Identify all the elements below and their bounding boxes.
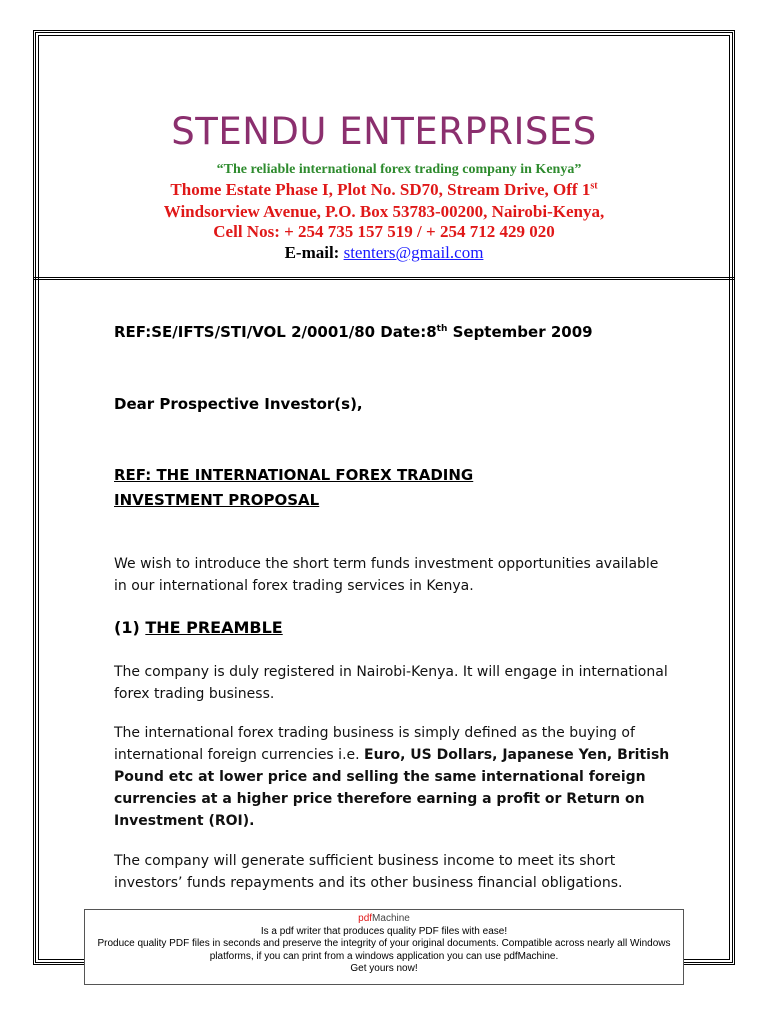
intro-paragraph: We wish to introduce the short term funds investment opportunities available in our international forex trading services in Kenya.	[114, 556, 659, 594]
subject-heading	[114, 463, 674, 513]
reference-date-sup: th	[436, 324, 448, 334]
reference-text: REF:SE/IFTS/STI/VOL 2/0001/80 Date:8	[114, 323, 437, 341]
pdfmachine-line-1: Is a pdf writer that produces quality PDF files with ease!	[260, 925, 508, 937]
address-line-2: Windsorview Avenue, P.O. Box 53783-00200, Nairobi-Kenya,	[163, 202, 605, 221]
header-divider	[33, 277, 735, 280]
cell-label: Cell Nos	[213, 222, 275, 241]
paragraph-forex-definition-end: .	[249, 813, 255, 829]
pdfmachine-line-3: Get yours now!	[350, 963, 418, 974]
paragraph-company-registration: The company is duly registered in Nairobi-Kenya. It will engage in international forex trading business.	[114, 664, 668, 702]
pdfmachine-brand	[85, 913, 683, 926]
cell-values: : + 254 735 157 519 / + 254 712 429 020	[274, 222, 555, 241]
subject-line-1: REF: THE INTERNATIONAL FOREX TRADING	[114, 466, 474, 484]
paragraph-forex-definition-start: The international forex trading business is simply defined as the buying of international foreign currencies i.e.	[114, 725, 635, 763]
subject-line-2: INVESTMENT PROPOSAL	[114, 491, 320, 509]
section-number: (1)	[114, 618, 146, 637]
salutation: Dear Prospective Investor(s),	[114, 395, 363, 413]
paragraph-forex-definition-bold: Euro, US Dollars, Japanese Yen, British Pound etc at lower price and selling the same international foreign currencies at a higher price therefore earning a profit or Return on Investment (ROI)	[114, 747, 670, 829]
reference-line	[114, 323, 593, 341]
paragraph-business-income: The company will generate sufficient business income to meet its short investors’ funds repayments and its other business financial obligations.	[114, 853, 623, 891]
company-name: STENDU ENTERPRISES	[171, 110, 597, 153]
company-tagline: “The reliable international forex trading company in Kenya”	[216, 162, 582, 177]
address-line-1-text: Thome Estate Phase I, Plot No. SD70, Stream Drive, Off 1	[170, 180, 591, 199]
pdfmachine-line-2: Produce quality PDF files in seconds and preserve the integrity of your original documents. Compatible across nearly all Windows platforms, if you can print from a windows application you can use pdfMachine.	[97, 938, 671, 962]
address-line-1	[0, 180, 768, 200]
pdfmachine-banner	[84, 909, 684, 985]
email-line	[0, 243, 768, 263]
cell-numbers	[0, 222, 768, 242]
brand-machine: Machine	[372, 913, 410, 924]
email-link[interactable]: stenters@gmail.com	[343, 243, 484, 262]
paragraph-forex-definition	[114, 722, 674, 832]
brand-pdf: pdf	[358, 913, 373, 924]
email-label: E-mail:	[284, 243, 344, 262]
section-title: THE PREAMBLE	[145, 618, 283, 637]
reference-date-rest: September 2009	[447, 323, 593, 341]
section-heading-preamble	[114, 618, 283, 637]
address-line-1-sup: st	[590, 180, 598, 192]
